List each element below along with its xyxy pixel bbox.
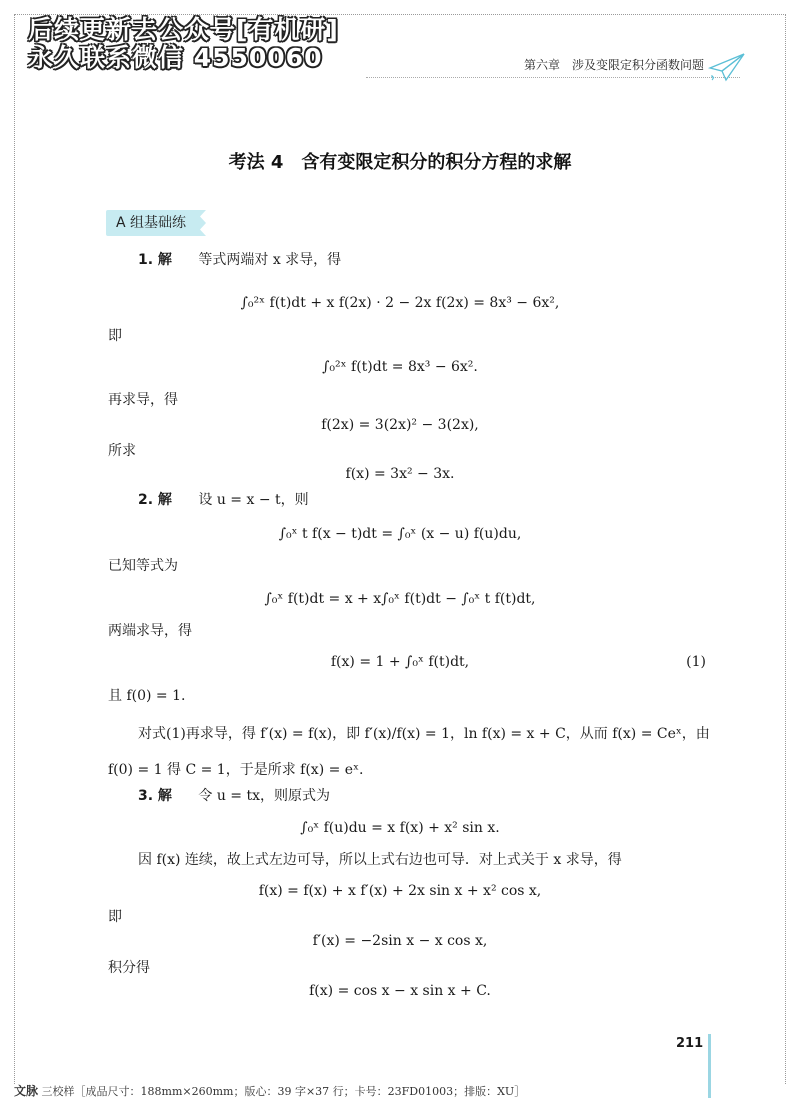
problem2-eq2: ∫₀ˣ f(t)dt = x + x∫₀ˣ f(t)dt − ∫₀ˣ t f(t)dt,	[264, 591, 536, 607]
problem2-eq3: f(x) = 1 + ∫₀ˣ f(t)dt,	[330, 654, 470, 670]
badge-tail-icon	[196, 210, 206, 236]
problem1-ji: 即	[108, 328, 122, 344]
footer-info: 三校样［成品尺寸：188mm×260mm；版心：39 字×37 行；卡号：23FD01003；排版：XU］	[41, 1085, 526, 1098]
problem2-known: 已知等式为	[108, 558, 178, 574]
problem3-eq2: f(x) = f(x) + x f′(x) + 2x sin x + x² cos x,	[258, 883, 542, 899]
problem3-label: 3. 解	[138, 788, 172, 804]
problem3-reason: 因 f(x) 连续，故上式左边可导，所以上式右边也可导．对上式关于 x 求导，得	[138, 852, 622, 868]
problem1-label: 1. 解	[138, 252, 172, 268]
watermark-line-2: 永久联系微信 4550060	[28, 43, 323, 72]
paper-plane-icon	[704, 50, 748, 86]
header-rule	[366, 77, 740, 78]
problem1-again: 再求导，得	[108, 392, 178, 408]
problem1-suoqiu: 所求	[108, 443, 136, 459]
watermark-line-1: 后续更新去公众号[有机研]	[28, 15, 339, 44]
problem3-ji: 即	[108, 909, 122, 925]
print-footer	[14, 1082, 525, 1099]
problem2-eq1: ∫₀ˣ t f(x − t)dt = ∫₀ˣ (x − u) f(u)du,	[278, 526, 522, 542]
group-badge: A 组基础练	[106, 210, 196, 236]
problem2-intro: 设 u = x − t，则	[198, 492, 309, 508]
problem1-eq2: ∫₀²ˣ f(t)dt = 8x³ − 6x².	[322, 359, 478, 375]
footer-brand: 文脉	[14, 1084, 39, 1098]
problem2-result: f(0) = 1 得 C = 1，于是所求 f(x) = eˣ.	[108, 762, 364, 778]
page-side-bar	[708, 1034, 711, 1098]
problem3-intro: 令 u = tx，则原式为	[198, 788, 331, 804]
page-number: 211	[676, 1036, 704, 1051]
problem3-eq4: f(x) = cos x − x sin x + C.	[309, 983, 491, 999]
problem3-eq1: ∫₀ˣ f(u)du = x f(x) + x² sin x.	[300, 820, 500, 836]
chapter-header: 第六章 涉及变限定积分函数问题	[523, 58, 704, 72]
problem1-eq4: f(x) = 3x² − 3x.	[345, 466, 455, 482]
problem3-eq3: f′(x) = −2sin x − x cos x,	[312, 933, 488, 949]
problem2-step: 对式(1)再求导，得 f′(x) = f(x)，即 f′(x)/f(x) = 1，ln f(x) = x + C，从而 f(x) = Ceˣ，由	[138, 726, 710, 742]
problem2-label: 2. 解	[138, 492, 172, 508]
problem2-both: 两端求导，得	[108, 623, 192, 639]
problem2-cond: 且 f(0) = 1.	[108, 688, 186, 704]
problem3-integrate: 积分得	[108, 960, 150, 976]
problem1-eq1: ∫₀²ˣ f(t)dt + x f(2x) · 2 − 2x f(2x) = 8x³ − 6x²,	[240, 295, 560, 311]
page-border	[14, 14, 786, 1084]
section-title: 考法 4 含有变限定积分的积分方程的求解	[228, 152, 572, 173]
equation-number-1: (1)	[686, 654, 706, 670]
problem1-eq3: f(2x) = 3(2x)² − 3(2x),	[321, 417, 479, 433]
problem1-intro: 等式两端对 x 求导，得	[198, 252, 342, 268]
